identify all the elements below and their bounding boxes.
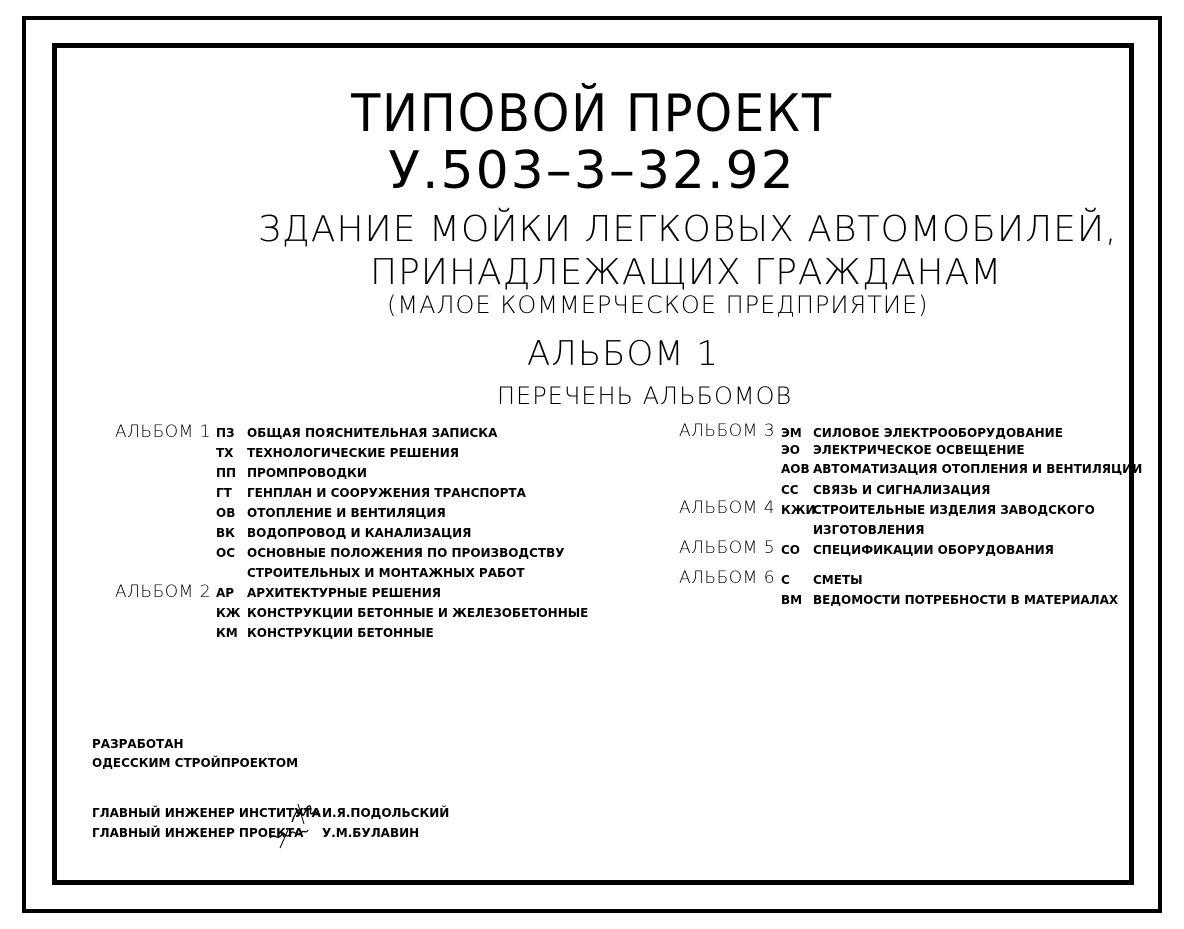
item-code: ОВ — [216, 506, 236, 520]
item-text: СВЯЗЬ И СИГНАЛИЗАЦИЯ — [813, 483, 991, 497]
item-text: ИЗГОТОВЛЕНИЯ — [813, 523, 925, 537]
item-code: КЖИ — [781, 503, 816, 517]
developer-label: РАЗРАБОТАН — [92, 737, 184, 751]
item-text: ПРОМПРОВОДКИ — [247, 466, 367, 480]
item-text: АРХИТЕКТУРНЫЕ РЕШЕНИЯ — [247, 586, 441, 600]
item-code: ЭО — [781, 443, 801, 457]
album-label: АЛЬБОМ 6 — [679, 568, 776, 588]
item-text: СИЛОВОЕ ЭЛЕКТРООБОРУДОВАНИЕ — [813, 426, 1063, 440]
item-text: ЭЛЕКТРИЧЕСКОЕ ОСВЕЩЕНИЕ — [813, 443, 1025, 457]
album-label: АЛЬБОМ 2 — [115, 582, 212, 602]
item-text: ВЕДОМОСТИ ПОТРЕБНОСТИ В МАТЕРИАЛАХ — [813, 593, 1119, 607]
signature-mark-project-engineer — [268, 824, 310, 850]
signature-name: У.М.БУЛАВИН — [322, 826, 420, 840]
item-code: АОВ — [781, 462, 810, 476]
item-text: ОТОПЛЕНИЕ И ВЕНТИЛЯЦИЯ — [247, 506, 446, 520]
item-code: С — [781, 573, 790, 587]
item-code: ПЗ — [216, 426, 235, 440]
album-number: АЛЬБОМ 1 — [527, 334, 720, 374]
signature-role: ГЛАВНЫЙ ИНЖЕНЕР ПРОЕКТА — [92, 826, 304, 840]
album-label: АЛЬБОМ 5 — [679, 538, 776, 558]
item-code: СО — [781, 543, 801, 557]
item-text: СПЕЦИФИКАЦИИ ОБОРУДОВАНИЯ — [813, 543, 1054, 557]
item-text: СТРОИТЕЛЬНЫХ И МОНТАЖНЫХ РАБОТ — [247, 566, 525, 580]
item-code: ПП — [216, 466, 237, 480]
signature-name: И.Я.ПОДОЛЬСКИЙ — [322, 806, 450, 820]
album-label: АЛЬБОМ 1 — [115, 422, 212, 442]
item-code: СС — [781, 483, 799, 497]
item-text: СМЕТЫ — [813, 573, 863, 587]
building-name-line2: ПРИНАДЛЕЖАЩИХ ГРАЖДАНАМ — [370, 252, 1003, 293]
item-code: ЭМ — [781, 426, 802, 440]
developer-organization: ОДЕССКИМ СТРОЙПРОЕКТОМ — [92, 756, 299, 770]
signature-role: ГЛАВНЫЙ ИНЖЕНЕР ИНСТИТУТА — [92, 806, 321, 820]
item-code: ВМ — [781, 593, 803, 607]
item-text: ТЕХНОЛОГИЧЕСКИЕ РЕШЕНИЯ — [247, 446, 460, 460]
item-code: КЖ — [216, 606, 241, 620]
item-text: ОСНОВНЫЕ ПОЛОЖЕНИЯ ПО ПРОИЗВОДСТВУ — [247, 546, 565, 560]
item-code: АР — [216, 586, 235, 600]
item-text: ОБЩАЯ ПОЯСНИТЕЛЬНАЯ ЗАПИСКА — [247, 426, 498, 440]
item-text: АВТОМАТИЗАЦИЯ ОТОПЛЕНИЯ И ВЕНТИЛЯЦИИ — [813, 462, 1143, 476]
item-text: ВОДОПРОВОД И КАНАЛИЗАЦИЯ — [247, 526, 472, 540]
building-name-line1: ЗДАНИЕ МОЙКИ ЛЕГКОВЫХ АВТОМОБИЛЕЙ, — [258, 209, 1118, 250]
album-label: АЛЬБОМ 3 — [679, 421, 776, 441]
item-code: ОС — [216, 546, 236, 560]
item-code: КМ — [216, 626, 238, 640]
project-number: У.503–3–32.92 — [388, 141, 796, 201]
item-text: КОНСТРУКЦИИ БЕТОННЫЕ И ЖЕЛЕЗОБЕТОННЫЕ — [247, 606, 589, 620]
album-label: АЛЬБОМ 4 — [679, 498, 776, 518]
albums-list-heading: ПЕРЕЧЕНЬ АЛЬБОМОВ — [497, 382, 793, 410]
item-code: ТХ — [216, 446, 234, 460]
item-text: СТРОИТЕЛЬНЫЕ ИЗДЕЛИЯ ЗАВОДСКОГО — [813, 503, 1095, 517]
enterprise-type: (МАЛОЕ КОММЕРЧЕСКОЕ ПРЕДПРИЯТИЕ) — [387, 291, 929, 319]
item-code: ВК — [216, 526, 235, 540]
item-code: ГТ — [216, 486, 232, 500]
project-title: ТИПОВОЙ ПРОЕКТ — [351, 84, 833, 144]
signature-mark-chief-engineer — [290, 800, 322, 826]
item-text: ГЕНПЛАН И СООРУЖЕНИЯ ТРАНСПОРТА — [247, 486, 526, 500]
item-text: КОНСТРУКЦИИ БЕТОННЫЕ — [247, 626, 434, 640]
